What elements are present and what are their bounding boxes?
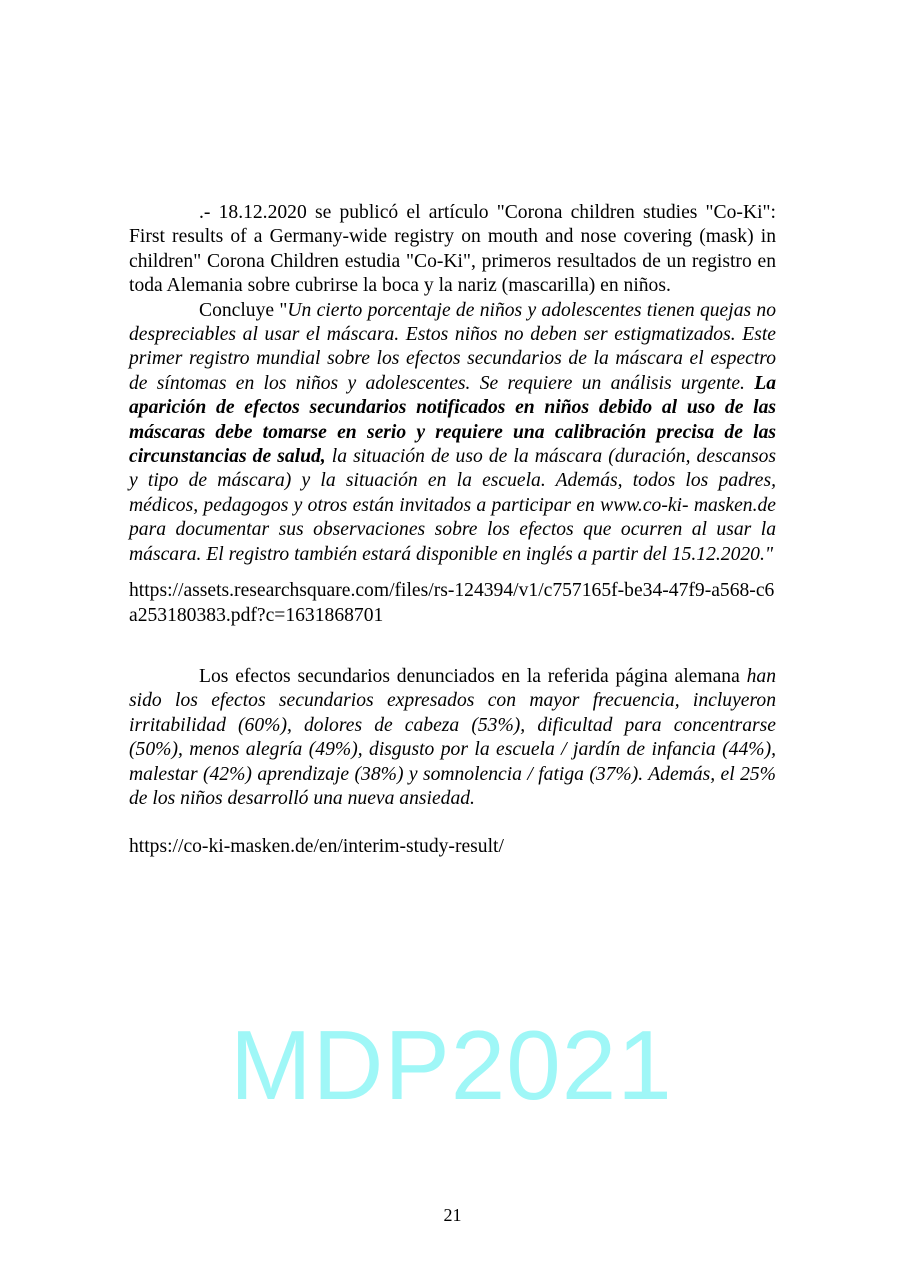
paragraph-conclusion bbox=[129, 299, 776, 567]
conclusion-lead: Concluye " bbox=[199, 299, 288, 321]
effects-list: han sido los efectos secundarios expresados con mayor frecuencia, incluyeron irritabilidad (60%), dolores de cabeza (53%), dificultad para concentrarse (50%), menos alegría (49%), disgusto por la escuela / jardín de infancia (44%), malestar (42%) aprendizaje (38%) y somnolencia / fatiga (37%). Además, el 25% de los niños desarrolló una nueva ansiedad. bbox=[129, 665, 776, 809]
paragraph-effects bbox=[129, 665, 776, 811]
conclusion-quote: Un cierto porcentaje de niños y adolescentes tienen quejas no despreciables al usar el máscara. Estos niños no deben ser estigmatizados. Este primer registro mundial sobre los efectos secundarios de la máscara el espectro de síntomas en los niños y adolescentes. Se requiere un análisis urgente. bbox=[129, 299, 776, 394]
document-body bbox=[129, 201, 776, 860]
paragraph-article: .- 18.12.2020 se publicó el artículo "Corona children studies "Co-Ki": First results of a Germany-wide registry on mouth and nose covering (mask) in children" Corona Children estudia "Co-Ki", primeros resultados de un registro en toda Alemania sobre cubrirse la boca y la nariz (mascarilla) en niños. bbox=[129, 202, 776, 297]
conclusion-emphasis: La aparición de efectos secundarios notificados en niños debido al uso de las máscaras debe tomarse en serio y requiere una calibración precisa de las circunstancias de salud, bbox=[129, 372, 776, 468]
source-url-2[interactable]: https://co-ki-masken.de/en/interim-study-result/ bbox=[129, 836, 504, 858]
effects-lead: Los efectos secundarios denunciados en la referida página alemana bbox=[199, 665, 740, 687]
page-number: 21 bbox=[443, 1205, 462, 1225]
conclusion-quote-cont: la situación de uso de la máscara (duración, descansos y tipo de máscara) y la situación en la escuela. Además, todos los padres, médicos, pedagogos y otros están invitados a participar en www.co-ki- masken.de para documentar sus observaciones sobre los efectos que ocurren al usar la máscara. El registro también estará disponible en inglés a partir del 15.12.2020." bbox=[129, 446, 776, 565]
source-url-1[interactable]: https://assets.researchsquare.com/files/rs-124394/v1/c757165f-be34-47f9-a568-c6a253180383.pdf?c=1631868701 bbox=[129, 580, 775, 626]
watermark: MDP2021 bbox=[230, 1010, 673, 1120]
